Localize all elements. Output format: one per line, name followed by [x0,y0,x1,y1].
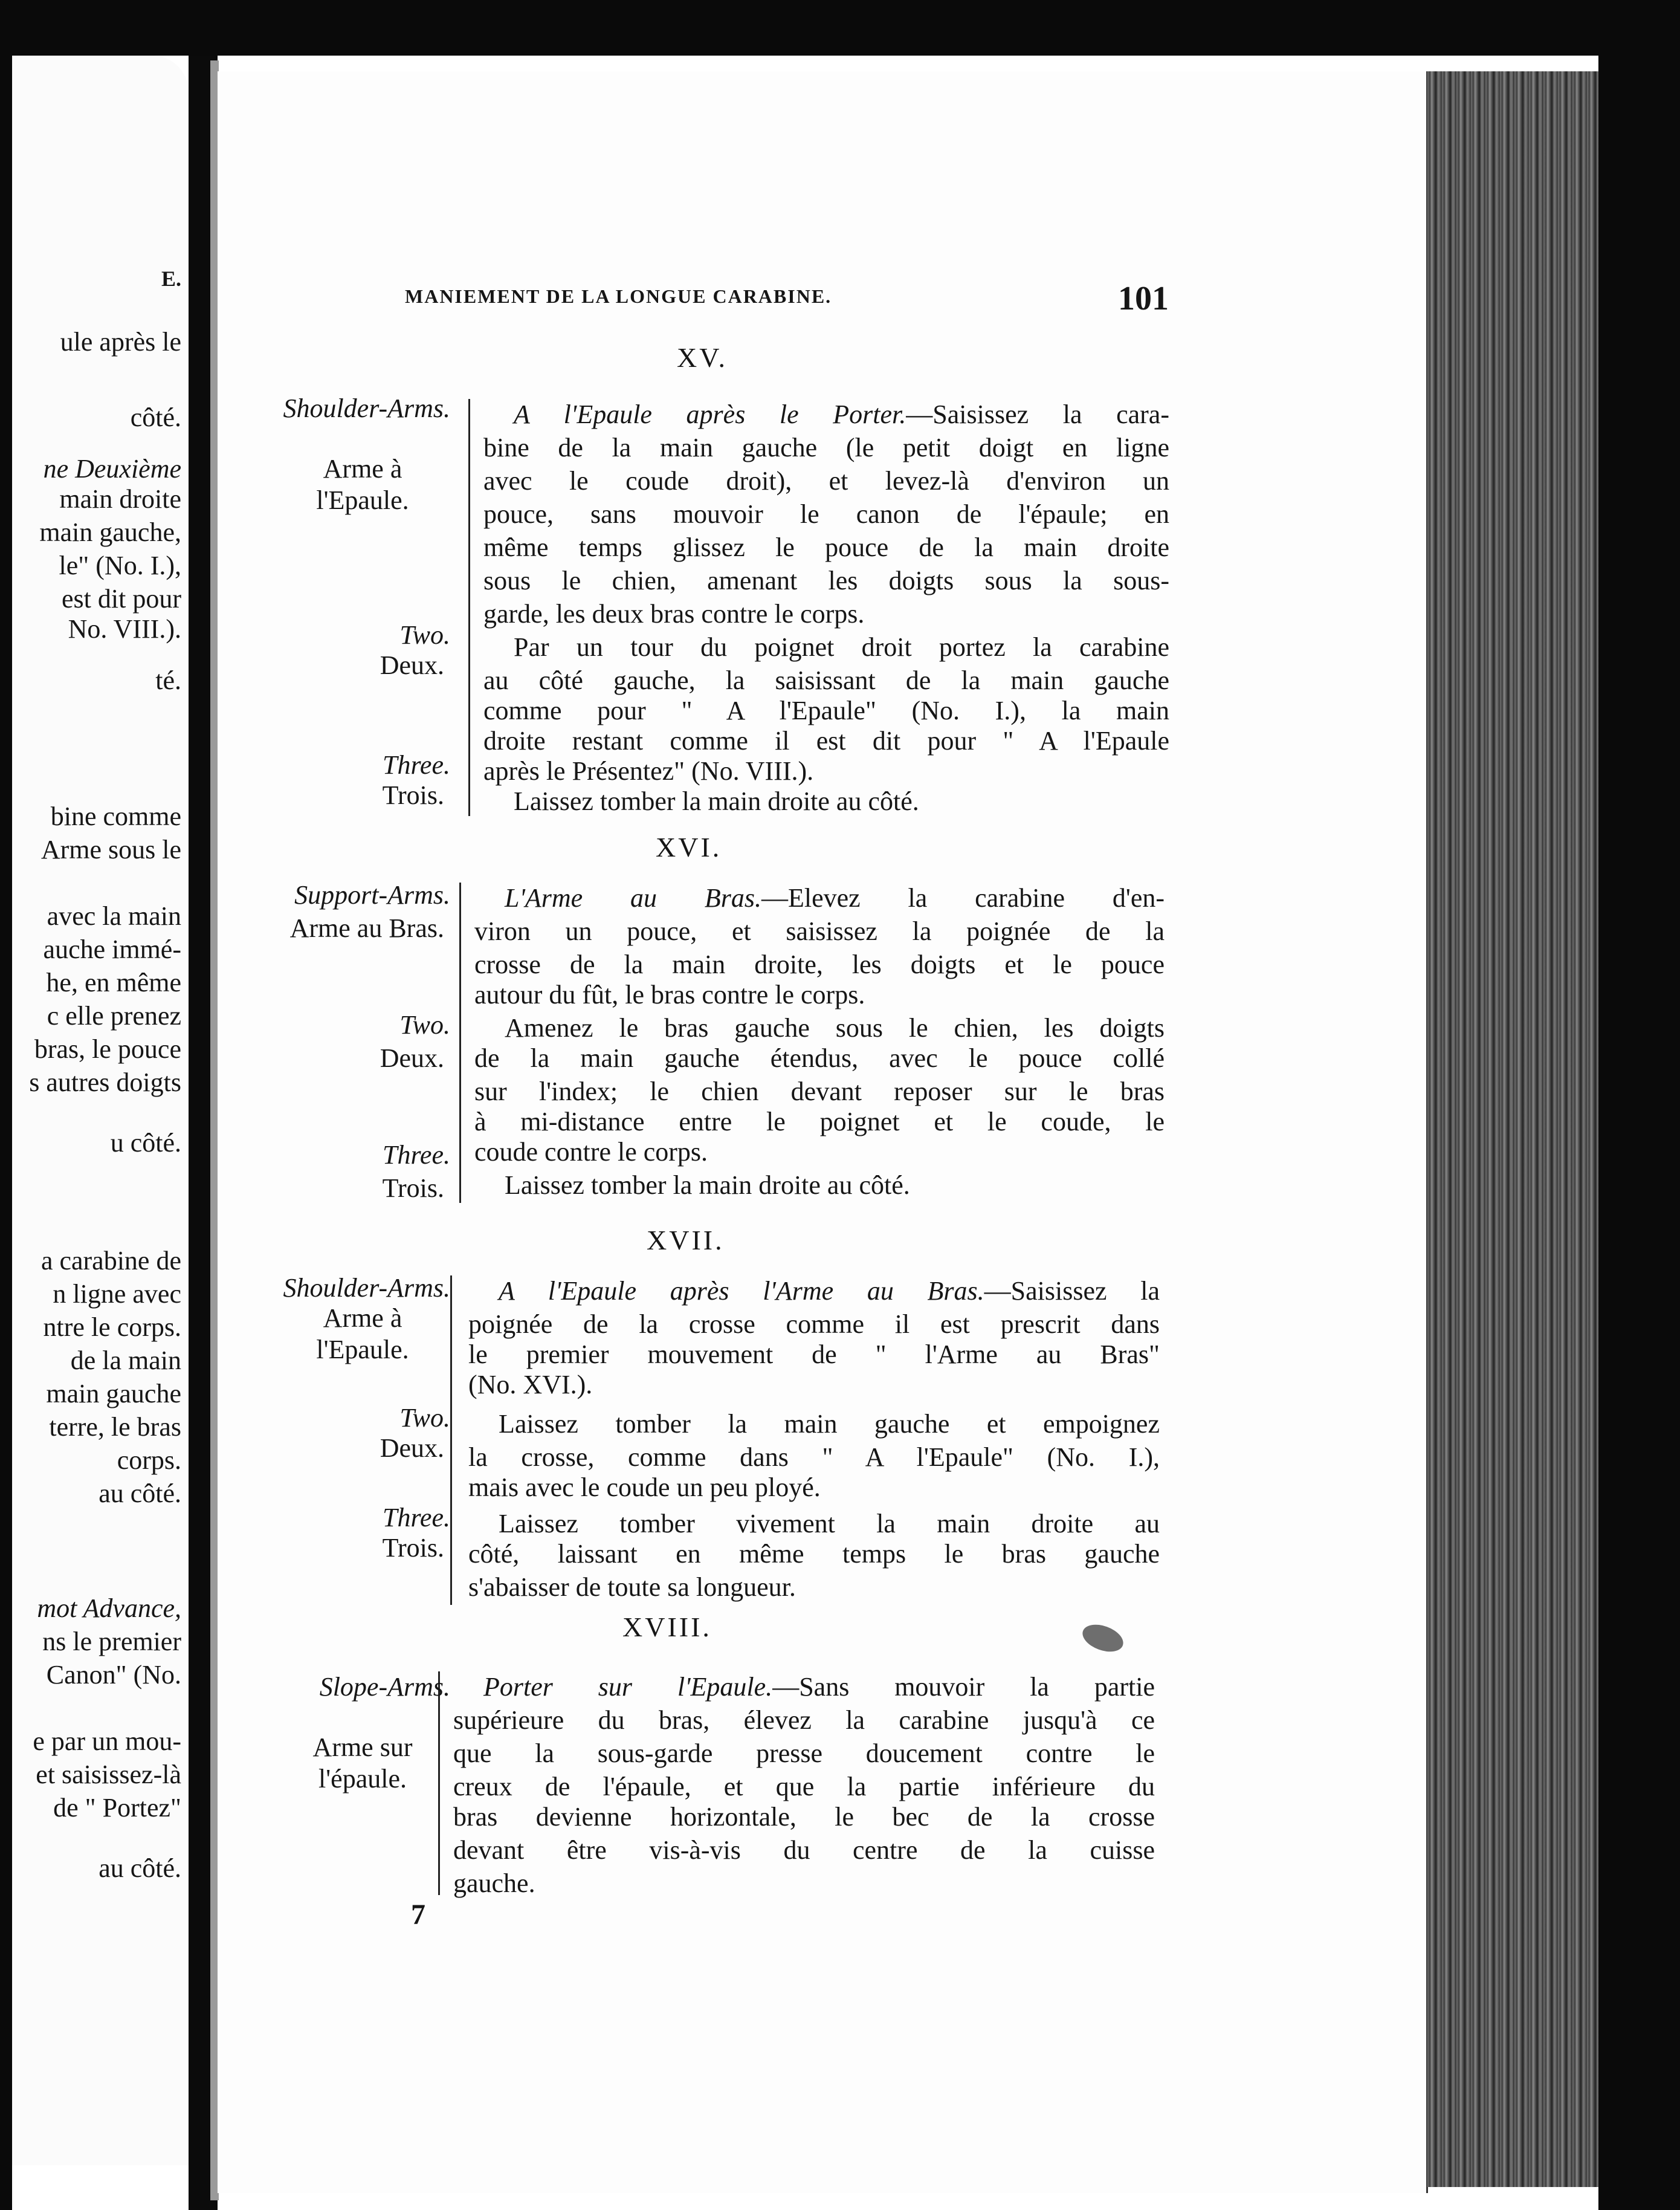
left-page-line: bras, le pouce [34,1034,181,1064]
paragraph-line: supérieure du bras, élevez la carabine jusqu'à ce [453,1705,1155,1735]
paragraph-line: autour du fût, le bras contre le corps. [474,980,865,1009]
command-french: l'épaule. [318,1764,407,1794]
paragraph-line: comme pour " A l'Epaule" (No. I.), la main [483,696,1169,725]
command-word-of-command: Three. [382,1140,450,1170]
left-page-line: té. [155,666,181,695]
left-page-line: a carabine de [40,1246,181,1275]
command-word-of-command: Slope-Arms. [319,1672,450,1702]
paragraph-line: (No. XVI.). [468,1370,593,1399]
command-french: Deux. [380,1433,444,1463]
paragraph-line: le premier mouvement de " l'Arme au Bras" [468,1340,1160,1369]
paragraph-line: Laissez tomber la main gauche et empoignez [499,1409,1160,1439]
left-page-line: main droite [59,484,181,514]
left-page-line: n ligne avec [53,1279,181,1309]
paragraph-line: coude contre le corps. [474,1137,708,1167]
command-french: Arme à [323,454,402,484]
paragraph-line: Laissez tomber vivement la main droite au [499,1509,1160,1538]
section-numeral: XVII. [647,1225,725,1256]
command-french: Trois. [382,780,444,810]
command-word-of-command: Three. [382,750,450,780]
paragraph-line: s'abaisser de toute sa longueur. [468,1572,796,1602]
paragraph-line: que la sous-garde presse doucement contre le [453,1739,1155,1768]
left-page-line: est dit pour [62,584,181,614]
left-page-line: No. VIII.). [68,614,181,644]
left-page-line: de la main [70,1346,181,1375]
left-page-line: mot Advance, [37,1593,181,1623]
paragraph-line: Laissez tomber la main droite au côté. [505,1170,910,1200]
left-page-line: u côté. [110,1128,181,1158]
section-brace [459,883,461,1203]
paragraph-line: L'Arme au Bras.—Elevez la carabine d'en- [505,883,1165,913]
paragraph-line: mais avec le coude un peu ployé. [468,1473,821,1502]
paragraph-line: devant être vis-à-vis du centre de la cuisse [453,1835,1155,1865]
paragraph-line: au côté gauche, la saisissant de la main gauche [483,666,1169,695]
left-page-line: c elle prenez [47,1001,181,1031]
paragraph-line: Par un tour du poignet droit portez la carabine [514,632,1169,662]
paragraph-line: sur l'index; le chien devant reposer sur le bras [474,1077,1165,1106]
command-word-of-command: Two. [399,1403,450,1433]
command-french: Arme au Bras. [289,913,444,943]
left-page-line: he, en même [46,968,181,997]
command-word-of-command: Shoulder-Arms. [283,1273,450,1303]
section-numeral: XVI. [656,832,722,863]
paragraph-line: même temps glissez le pouce de la main droite [483,533,1169,562]
section-brace [450,1275,452,1605]
scan-border-left [0,0,12,2210]
left-page [12,56,189,2165]
left-page-line: bine comme [50,802,181,831]
paragraph-line: bine de la main gauche (le petit doigt en ligne [483,433,1169,462]
paragraph-line: garde, les deux bras contre le corps. [483,599,865,629]
left-page-line: corps. [117,1445,181,1475]
signature-mark: 7 [411,1899,425,1931]
left-page-line: au côté. [99,1479,181,1508]
left-page-line: de " Portez" [53,1793,181,1823]
book-page-edges [1426,71,1598,2187]
left-page-line: et saisissez-là [36,1760,181,1789]
left-page-line: Canon" (No. [46,1660,181,1690]
left-page-line: main gauche, [39,517,181,547]
paragraph-line: côté, laissant en même temps le bras gauche [468,1539,1160,1569]
paragraph-line: creux de l'épaule, et que la partie inférieure du [453,1772,1155,1801]
section-numeral: XVIII. [622,1612,712,1642]
paragraph-line: Amenez le bras gauche sous le chien, les doigts [505,1013,1165,1043]
paragraph-line: poignée de la crosse comme il est prescrit dans [468,1309,1160,1339]
left-page-line: ns le premier [42,1627,181,1656]
left-page-line: Arme sous le [40,835,181,864]
command-word-of-command: Two. [399,620,450,650]
command-french: Deux. [380,1043,444,1073]
paragraph-line: A l'Epaule après l'Arme au Bras.—Saisissez la [499,1276,1160,1306]
paragraph-line: crosse de la main droite, les doigts et le pouce [474,950,1165,979]
section-numeral: XV. [677,342,728,373]
left-page-line: côté. [130,403,181,432]
left-page-line: s autres doigts [29,1068,181,1097]
paragraph-line: de la main gauche étendus, avec le pouce collé [474,1043,1165,1073]
command-word-of-command: Three. [382,1503,450,1532]
left-page-line: auche immé- [43,935,181,964]
paragraph-line: gauche. [453,1868,535,1898]
left-page-line: main gauche [46,1379,181,1408]
paragraph-line: Porter sur l'Epaule.—Sans mouvoir la partie [483,1672,1155,1702]
left-page-line: e par un mou- [33,1726,181,1756]
paragraph-line: droite restant comme il est dit pour " A l'Epaule [483,726,1169,756]
command-french: l'Epaule. [316,1335,409,1364]
paragraph-line: pouce, sans mouvoir le canon de l'épaule; en [483,499,1169,529]
left-page-line: E. [161,267,181,291]
paragraph-line: bras devienne horizontale, le bec de la crosse [453,1802,1155,1832]
paragraph-line: avec le coude droit), et levez-là d'environ un [483,466,1169,496]
left-page-line: ule après le [60,327,181,357]
section-brace [438,1671,440,1895]
command-french: Deux. [380,650,444,680]
page-number: 101 [1118,280,1169,317]
paragraph-line: Laissez tomber la main droite au côté. [514,786,919,816]
left-page-line: avec la main [47,901,181,931]
scan-border-top [0,0,1680,56]
scan-border-right [1598,0,1680,2210]
left-page-line: ne Deuxième [43,454,181,484]
command-french: l'Epaule. [316,485,409,515]
left-page-line: au côté. [99,1853,181,1883]
running-header: MANIEMENT DE LA LONGUE CARABINE. [405,285,832,307]
paragraph-line: viron un pouce, et saisissez la poignée de la [474,916,1165,946]
left-page-line: ntre le corps. [43,1312,181,1342]
paragraph-line: sous le chien, amenant les doigts sous la sous- [483,566,1169,595]
left-page-line: terre, le bras [49,1412,181,1442]
command-french: Trois. [382,1173,444,1203]
command-word-of-command: Two. [399,1010,450,1040]
paragraph-line: la crosse, comme dans " A l'Epaule" (No. I.), [468,1442,1160,1472]
command-french: Arme sur [312,1732,413,1762]
paragraph-line: A l'Epaule après le Porter.—Saisissez la cara- [514,400,1169,429]
command-french: Trois. [382,1533,444,1563]
command-french: Arme à [323,1303,402,1333]
command-word-of-command: Shoulder-Arms. [283,394,450,423]
paragraph-line: à mi-distance entre le poignet et le coude, le [474,1107,1165,1136]
left-page-line: le" (No. I.), [59,551,181,580]
paragraph-line: après le Présentez" (No. VIII.). [483,756,814,786]
command-word-of-command: Support-Arms. [294,880,450,910]
section-brace [468,399,470,816]
